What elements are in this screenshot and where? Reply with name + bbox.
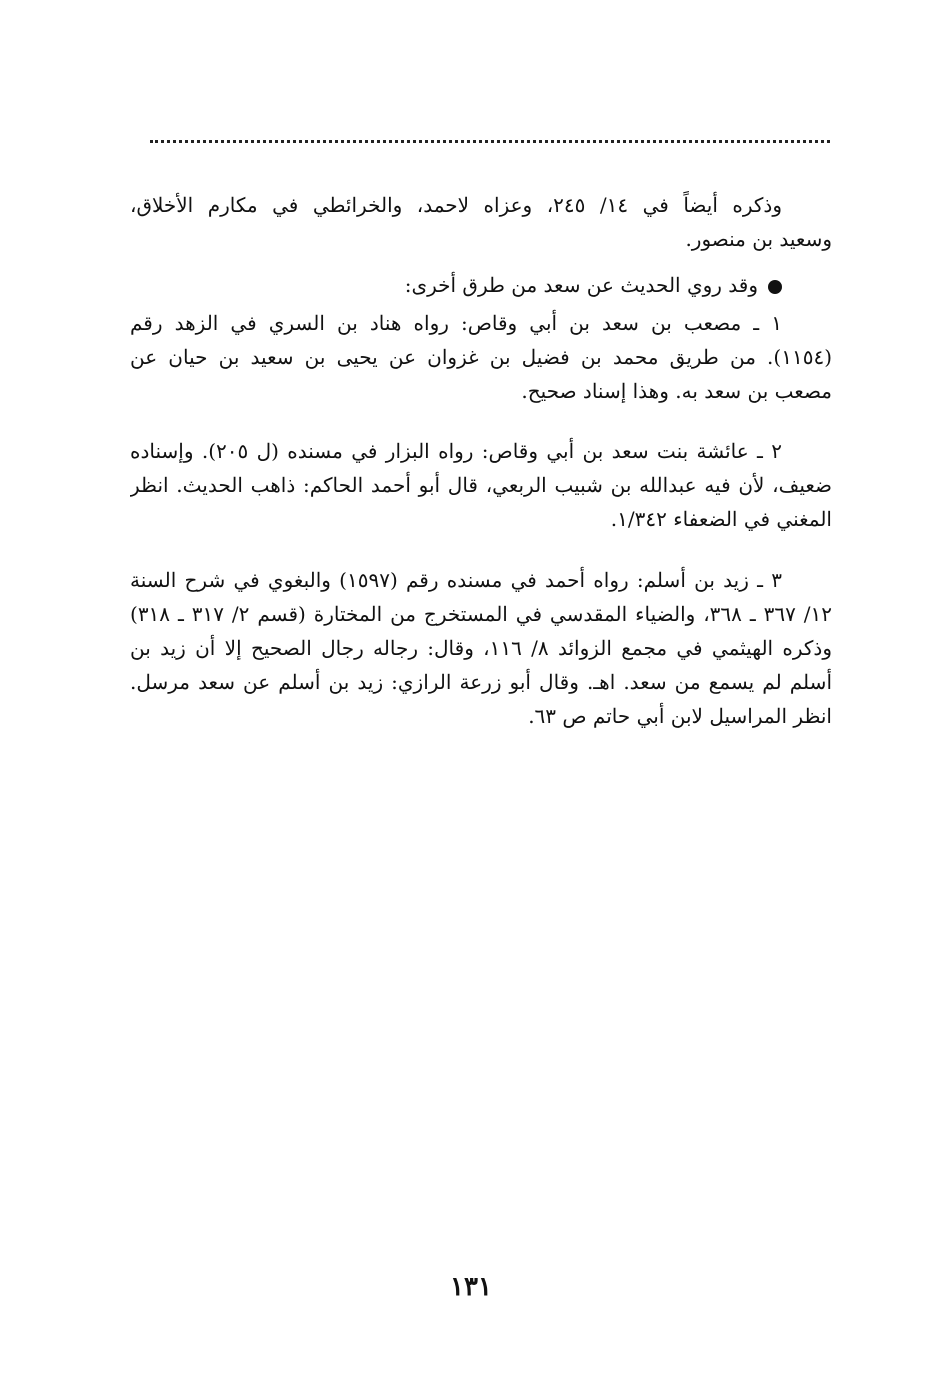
text-line: (١١٥٤). من طريق محمد بن فضيل بن غزوان عن يحيى بن سعيد بن حيان عن	[130, 345, 832, 369]
text-line: ١٢/ ٣٦٧ ـ ٣٦٨، والضياء المقدسي في المستخرج من المختارة (قسم ٢/ ٣١٧ ـ ٣١٨)	[130, 602, 832, 626]
dotted-separator	[150, 140, 830, 163]
paragraph-other-routes	[130, 268, 832, 302]
text-line: المغني في الضعفاء ١/٣٤٢.	[610, 507, 832, 531]
text-line	[130, 268, 832, 302]
paragraph-route-1	[130, 306, 832, 408]
text-line: ٢ ـ عائشة بنت سعد بن أبي وقاص: رواه البزار في مسنده (ل ٢٠٥). وإسناده	[130, 439, 782, 463]
text-line: وذكره أيضاً في ١٤/ ٢٤٥، وعزاه لاحمد، والخرائطي في مكارم الأخلاق،	[130, 193, 782, 217]
text-line: ٣ ـ زيد بن أسلم: رواه أحمد في مسنده رقم (١٥٩٧) والبغوي في شرح السنة	[130, 568, 782, 592]
text-line: وسعيد بن منصور.	[685, 227, 832, 251]
text-line: وذكره الهيثمي في مجمع الزوائد ٨/ ١١٦، وقال: رجاله رجال الصحيح إلا أن زيد بن	[130, 636, 832, 660]
paragraph-reference-note	[130, 188, 832, 256]
text-line: مصعب بن سعد به. وهذا إسناد صحيح.	[521, 379, 832, 403]
text-line: انظر المراسيل لابن أبي حاتم ص ٦٣.	[528, 704, 832, 728]
paragraph-route-2	[130, 434, 832, 536]
bullet-text: وقد روي الحديث عن سعد من طرق أخرى:	[404, 273, 758, 297]
page-number: ١٣١	[450, 1272, 492, 1302]
text-line: أسلم لم يسمع من سعد. اهـ. وقال أبو زرعة الرازي: زيد بن أسلم عن سعد مرسل.	[130, 670, 832, 694]
paragraph-route-3	[130, 563, 832, 733]
text-line: ضعيف، لأن فيه عبدالله بن شبيب الربعي، قال أبو أحمد الحاكم: ذاهب الحديث. انظر	[130, 473, 832, 497]
bullet-icon	[768, 280, 782, 294]
text-line: ١ ـ مصعب بن سعد بن أبي وقاص: رواه هناد بن السري في الزهد رقم	[130, 311, 782, 335]
